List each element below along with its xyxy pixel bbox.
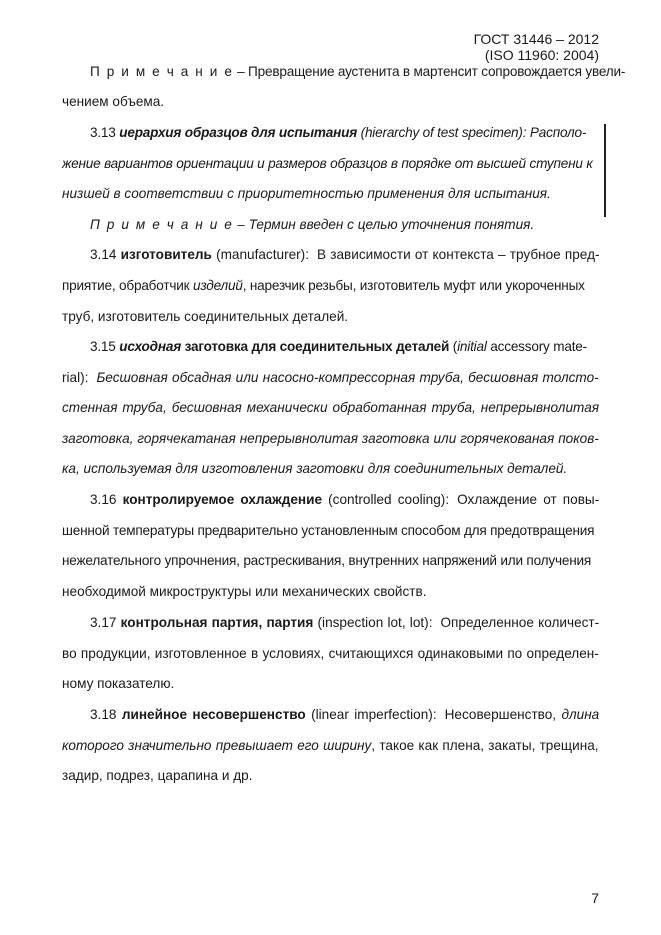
text-line: чением объема. [62,94,165,109]
text-line: ному показателю. [62,676,175,691]
term-3-15: 3.15 исходная заготовка для соединительных деталей (initial accessory mate- [90,339,587,354]
text-line: задир, подрез, царапина и др. [62,768,253,783]
text-line: приятие, обработчик изделий, нарезчик резьбы, изготовитель муфт или укороченных [62,278,585,293]
term-3-16: 3.16 контролируемое охлаждение (controlled cooling): Охлаждение от повы- [90,492,600,507]
text-line: во продукции, изготовленное в условиях, считающихся одинаковыми по определен- [62,646,599,661]
term-3-17: 3.17 контрольная партия, партия (inspection lot, lot): Определенное количест- [90,615,600,630]
note-line: П р и м е ч а н и е – Превращение аустенита в мартенсит сопровождается увели- [90,64,626,79]
term-3-13: 3.13 иерархия образцов для испытания (hierarchy of test specimen): Располо- [90,125,587,140]
text-line: шенной температуры предварительно установленным способом для предотвращения [62,523,595,538]
term-3-14: 3.14 изготовитель (manufacturer): В зависимости от контекста – трубное пред- [90,247,600,262]
text-line: которого значительно превышает его ширину, такое как плена, закаты, трещина, [62,738,599,753]
change-bar [604,124,606,217]
text-line: rial): Бесшовная обсадная или насосно-компрессорная труба, бесшовная толсто- [62,370,599,385]
page-header [474,31,599,63]
text-line: необходимой микроструктуры или механических свойств. [62,584,427,599]
text-line: труб, изготовитель соединительных деталей. [62,309,349,324]
iso-reference: (ISO 11960: 2004) [484,47,599,63]
standard-number: ГОСТ 31446 – 2012 [473,31,599,47]
text-line: ка, используемая для изготовления заготовки для соединительных деталей. [62,461,568,476]
page-number: 7 [591,890,599,906]
text-line: заготовка, горячекатаная непрерывнолитая заготовка или горячекованая поков- [62,431,599,446]
text-line: стенная труба, бесшовная механически обработанная труба, непрерывнолитая [62,400,600,415]
text-line: низшей в соответствии с приоритетностью применения для испытания. [62,186,551,201]
term-3-18: 3.18 линейное несовершенство (linear imperfection): Несовершенство, длина [90,707,600,722]
text-line: жение вариантов ориентации и размеров образцов в порядке от высшей ступени к [62,156,593,171]
note-line: П р и м е ч а н и е – Термин введен с целью уточнения понятия. [90,217,535,232]
text-line: нежелательного упрочнения, растрескивания, внутренних напряжений или получения [62,553,592,568]
